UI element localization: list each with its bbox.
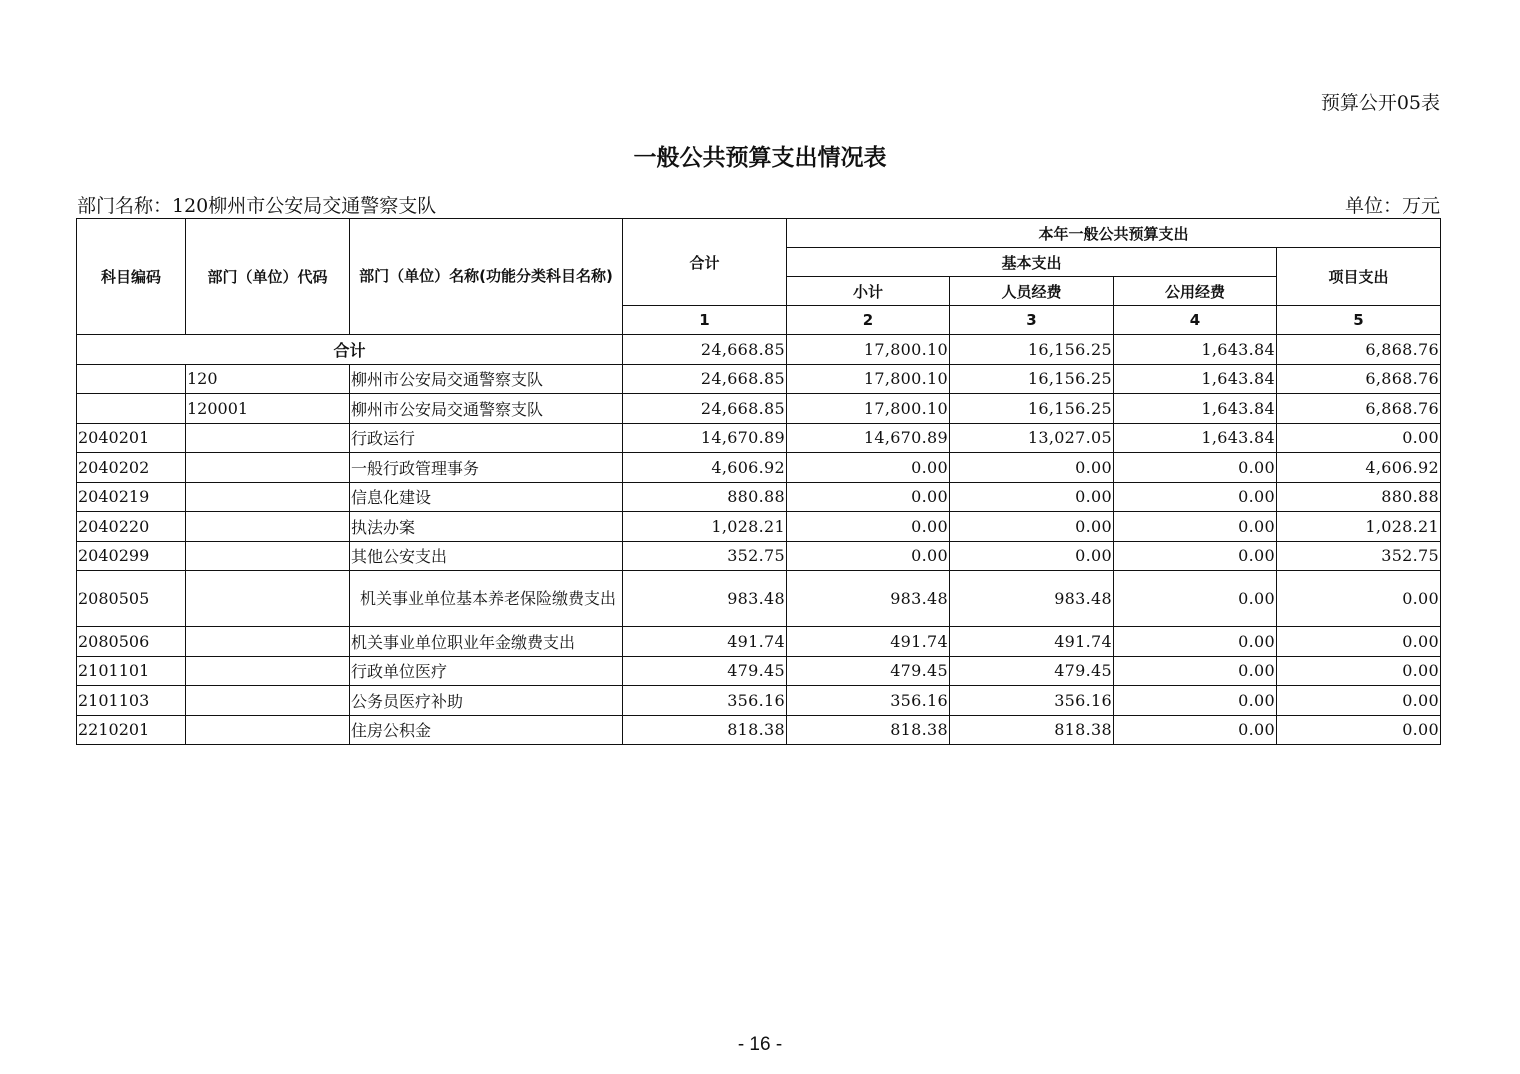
table-header bbox=[77, 219, 1441, 335]
row-value: 0.00 bbox=[1114, 715, 1277, 745]
row-code: 2080505 bbox=[77, 571, 186, 627]
row-name: 执法办案 bbox=[350, 512, 623, 542]
header-subtotal: 小计 bbox=[787, 277, 950, 306]
header-basic: 基本支出 bbox=[787, 248, 1277, 277]
total-value: 1,643.84 bbox=[1114, 335, 1277, 365]
row-value: 0.00 bbox=[1114, 512, 1277, 542]
row-value: 0.00 bbox=[950, 512, 1114, 542]
table-body bbox=[77, 335, 1441, 745]
row-value: 356.16 bbox=[623, 686, 787, 716]
row-value: 4,606.92 bbox=[1277, 453, 1441, 483]
header-total: 合计 bbox=[623, 219, 787, 306]
table-row bbox=[77, 715, 1441, 745]
row-value: 16,156.25 bbox=[950, 364, 1114, 394]
budget-table bbox=[76, 218, 1441, 745]
header-dept-name: 部门（单位）名称(功能分类科目名称) bbox=[350, 219, 623, 335]
row-code: 2040219 bbox=[77, 482, 186, 512]
row-value: 983.48 bbox=[623, 571, 787, 627]
row-value: 6,868.76 bbox=[1277, 364, 1441, 394]
row-value: 491.74 bbox=[623, 627, 787, 657]
row-value: 983.48 bbox=[787, 571, 950, 627]
row-code: 2040201 bbox=[77, 423, 186, 453]
row-value: 0.00 bbox=[1277, 571, 1441, 627]
row-name: 信息化建设 bbox=[350, 482, 623, 512]
row-code: 2210201 bbox=[77, 715, 186, 745]
row-code bbox=[77, 364, 186, 394]
row-value: 0.00 bbox=[950, 541, 1114, 571]
row-value: 479.45 bbox=[950, 656, 1114, 686]
form-number: 预算公开05表 bbox=[1320, 92, 1440, 114]
page-number: - 16 - bbox=[737, 1034, 783, 1055]
row-value: 0.00 bbox=[1277, 627, 1441, 657]
row-value: 0.00 bbox=[1277, 423, 1441, 453]
row-value: 356.16 bbox=[787, 686, 950, 716]
row-name: 柳州市公安局交通警察支队 bbox=[350, 394, 623, 424]
row-value: 352.75 bbox=[1277, 541, 1441, 571]
row-value: 818.38 bbox=[787, 715, 950, 745]
unit-label: 单位：万元 bbox=[1344, 195, 1440, 217]
row-value: 0.00 bbox=[950, 453, 1114, 483]
header-dept-code: 部门（单位）代码 bbox=[186, 219, 350, 335]
header-group: 本年一般公共预算支出 bbox=[787, 219, 1441, 248]
row-value: 0.00 bbox=[1277, 656, 1441, 686]
header-col-4: 4 bbox=[1114, 306, 1277, 335]
row-value: 479.45 bbox=[787, 656, 950, 686]
row-dept-code bbox=[186, 571, 350, 627]
table-row bbox=[77, 656, 1441, 686]
header-col-5: 5 bbox=[1277, 306, 1441, 335]
header-col-1: 1 bbox=[623, 306, 787, 335]
row-value: 0.00 bbox=[1114, 571, 1277, 627]
row-dept-code bbox=[186, 512, 350, 542]
table-row bbox=[77, 423, 1441, 453]
table-row bbox=[77, 541, 1441, 571]
row-dept-code bbox=[186, 453, 350, 483]
table-row bbox=[77, 512, 1441, 542]
row-value: 983.48 bbox=[950, 571, 1114, 627]
table-row bbox=[77, 571, 1441, 627]
row-value: 880.88 bbox=[623, 482, 787, 512]
department-label: 部门名称：120柳州市公安局交通警察支队 bbox=[77, 195, 437, 217]
row-value: 16,156.25 bbox=[950, 394, 1114, 424]
header-code: 科目编码 bbox=[77, 219, 186, 335]
row-value: 1,643.84 bbox=[1114, 394, 1277, 424]
row-code: 2101101 bbox=[77, 656, 186, 686]
table-row bbox=[77, 482, 1441, 512]
row-value: 0.00 bbox=[787, 453, 950, 483]
table-row bbox=[77, 394, 1441, 424]
row-value: 14,670.89 bbox=[623, 423, 787, 453]
header-personnel: 人员经费 bbox=[950, 277, 1114, 306]
row-value: 0.00 bbox=[950, 482, 1114, 512]
row-value: 356.16 bbox=[950, 686, 1114, 716]
row-name: 行政单位医疗 bbox=[350, 656, 623, 686]
row-dept-code bbox=[186, 423, 350, 453]
table-row bbox=[77, 686, 1441, 716]
row-value: 880.88 bbox=[1277, 482, 1441, 512]
row-value: 4,606.92 bbox=[623, 453, 787, 483]
row-value: 24,668.85 bbox=[623, 394, 787, 424]
row-value: 1,643.84 bbox=[1114, 423, 1277, 453]
row-code: 2080506 bbox=[77, 627, 186, 657]
row-dept-code bbox=[186, 656, 350, 686]
row-value: 0.00 bbox=[1114, 656, 1277, 686]
row-dept-code bbox=[186, 541, 350, 571]
row-value: 0.00 bbox=[1114, 482, 1277, 512]
row-name: 柳州市公安局交通警察支队 bbox=[350, 364, 623, 394]
header-col-2: 2 bbox=[787, 306, 950, 335]
row-value: 491.74 bbox=[787, 627, 950, 657]
row-name: 公务员医疗补助 bbox=[350, 686, 623, 716]
page-title: 一般公共预算支出情况表 bbox=[633, 145, 887, 171]
header-public: 公用经费 bbox=[1114, 277, 1277, 306]
row-value: 0.00 bbox=[787, 512, 950, 542]
row-name: 机关事业单位职业年金缴费支出 bbox=[350, 627, 623, 657]
row-dept-code bbox=[186, 627, 350, 657]
row-value: 0.00 bbox=[1114, 541, 1277, 571]
row-code: 2040202 bbox=[77, 453, 186, 483]
header-col-3: 3 bbox=[950, 306, 1114, 335]
row-value: 0.00 bbox=[1277, 715, 1441, 745]
row-dept-code bbox=[186, 482, 350, 512]
row-value: 17,800.10 bbox=[787, 364, 950, 394]
row-dept-code: 120001 bbox=[186, 394, 350, 424]
row-value: 0.00 bbox=[787, 482, 950, 512]
row-value: 818.38 bbox=[950, 715, 1114, 745]
row-dept-code: 120 bbox=[186, 364, 350, 394]
row-name: 行政运行 bbox=[350, 423, 623, 453]
row-value: 1,643.84 bbox=[1114, 364, 1277, 394]
row-value: 1,028.21 bbox=[1277, 512, 1441, 542]
row-value: 13,027.05 bbox=[950, 423, 1114, 453]
row-value: 6,868.76 bbox=[1277, 394, 1441, 424]
header-project: 项目支出 bbox=[1277, 248, 1441, 306]
total-label: 合计 bbox=[77, 335, 623, 365]
row-code: 2101103 bbox=[77, 686, 186, 716]
row-value: 491.74 bbox=[950, 627, 1114, 657]
row-value: 14,670.89 bbox=[787, 423, 950, 453]
row-dept-code bbox=[186, 686, 350, 716]
row-value: 0.00 bbox=[1114, 453, 1277, 483]
row-name: 住房公积金 bbox=[350, 715, 623, 745]
row-value: 479.45 bbox=[623, 656, 787, 686]
row-value: 0.00 bbox=[1277, 686, 1441, 716]
table-row bbox=[77, 453, 1441, 483]
row-value: 17,800.10 bbox=[787, 394, 950, 424]
row-value: 352.75 bbox=[623, 541, 787, 571]
row-name: 其他公安支出 bbox=[350, 541, 623, 571]
row-value: 24,668.85 bbox=[623, 364, 787, 394]
total-value: 6,868.76 bbox=[1277, 335, 1441, 365]
row-code: 2040299 bbox=[77, 541, 186, 571]
total-row bbox=[77, 335, 1441, 365]
row-value: 0.00 bbox=[1114, 686, 1277, 716]
row-code bbox=[77, 394, 186, 424]
table-row bbox=[77, 627, 1441, 657]
row-dept-code bbox=[186, 715, 350, 745]
row-value: 0.00 bbox=[787, 541, 950, 571]
row-name: 一般行政管理事务 bbox=[350, 453, 623, 483]
table-row bbox=[77, 364, 1441, 394]
total-value: 16,156.25 bbox=[950, 335, 1114, 365]
row-name: 机关事业单位基本养老保险缴费支出 bbox=[350, 571, 623, 627]
total-value: 24,668.85 bbox=[623, 335, 787, 365]
row-value: 818.38 bbox=[623, 715, 787, 745]
row-code: 2040220 bbox=[77, 512, 186, 542]
row-value: 1,028.21 bbox=[623, 512, 787, 542]
row-value: 0.00 bbox=[1114, 627, 1277, 657]
total-value: 17,800.10 bbox=[787, 335, 950, 365]
